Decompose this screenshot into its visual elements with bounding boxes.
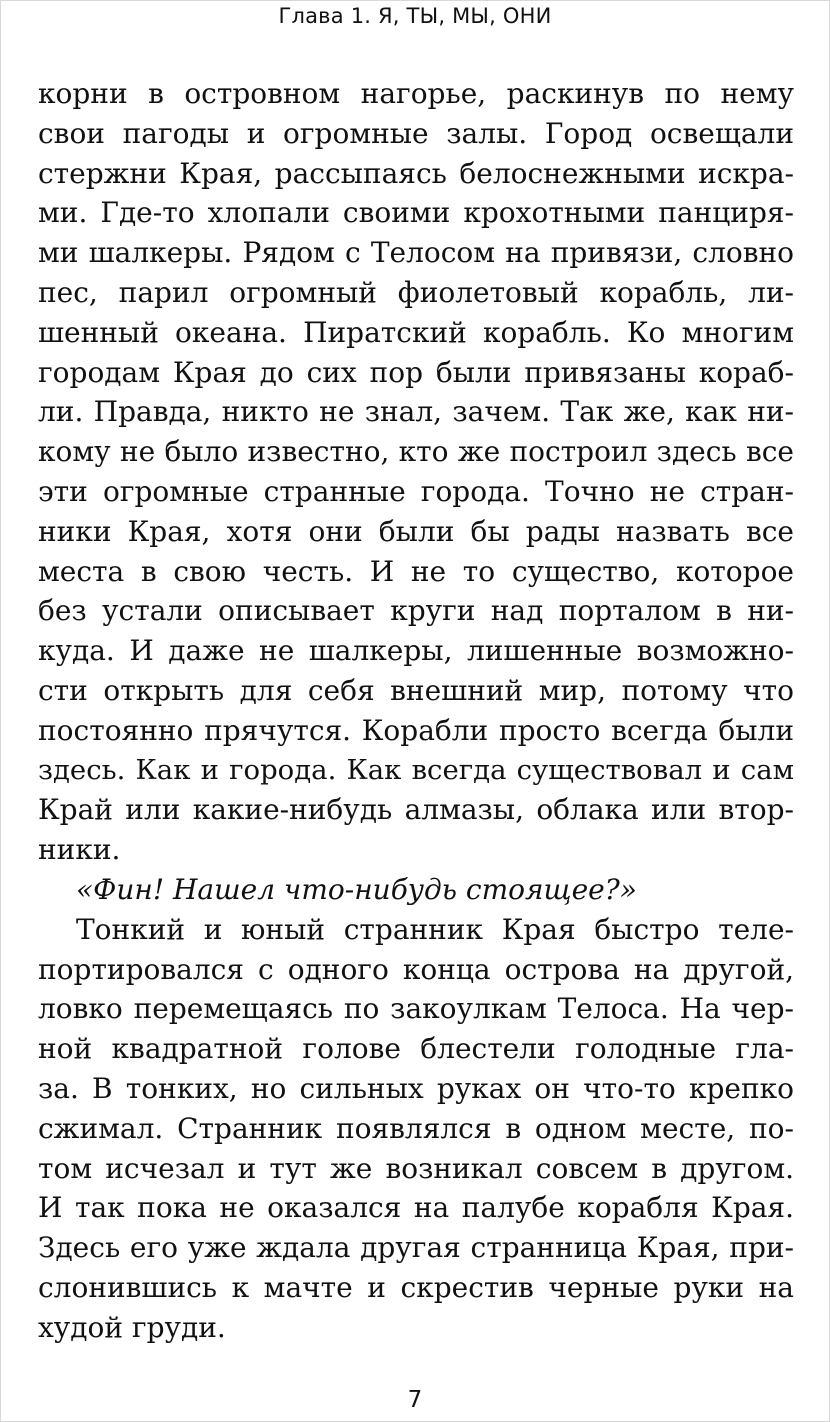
text-line: свои пагоды и огромные залы. Город освещали bbox=[38, 116, 794, 150]
text-line: Край или какие-нибудь алмазы, облака или втор- bbox=[38, 793, 794, 827]
text-line: корни в островном нагорье, раскинув по нему bbox=[38, 77, 794, 110]
paragraph-2-quote bbox=[38, 870, 794, 910]
text-line: эти огромные странные города. Точно не стран- bbox=[38, 474, 794, 508]
text-line: ли. Правда, никто не знал, зачем. Так же, как ни- bbox=[38, 395, 794, 429]
text-line: ники. bbox=[38, 833, 121, 867]
text-line: куда. И даже не шалкеры, лишенные возможно- bbox=[38, 634, 794, 668]
text-line: И так пока не оказался на палубе корабля Края. bbox=[38, 1191, 794, 1225]
text-line: Здесь его уже ждала другая странница Края, при- bbox=[38, 1231, 794, 1265]
text-line: ми шалкеры. Рядом с Телосом на привязи, словно bbox=[38, 236, 794, 270]
body-text bbox=[38, 74, 794, 1348]
text-line: постоянно прячутся. Корабли просто всегда были bbox=[38, 713, 794, 747]
text-line: стержни Края, рассыпаясь белоснежными искра- bbox=[38, 156, 794, 190]
quote-line: «Фин! Нашел что-нибудь стоящее?» bbox=[76, 872, 637, 906]
paragraph-3 bbox=[38, 910, 794, 1348]
text-line: места в свою честь. И не то существо, которое bbox=[38, 554, 794, 588]
text-line: кому не было известно, кто же построил здесь все bbox=[38, 435, 794, 469]
text-line: худой груди. bbox=[38, 1310, 226, 1344]
text-line: ми. Где-то хлопали своими крохотными панциря- bbox=[38, 196, 794, 230]
page-number: 7 bbox=[407, 1387, 423, 1413]
text-line: пес, парил огромный фиолетовый корабль, ли- bbox=[38, 275, 794, 309]
text-line: ники Края, хотя они были бы рады назвать все bbox=[38, 514, 794, 548]
text-line: сжимал. Странник появлялся в одном месте, по- bbox=[38, 1111, 794, 1145]
text-line: за. В тонких, но сильных руках он что-то крепко bbox=[38, 1071, 794, 1105]
text-line: сти открыть для себя внешний мир, потому что bbox=[38, 673, 794, 707]
text-line: без устали описывает круги над порталом в ни- bbox=[38, 594, 794, 628]
text-line: слонившись к мачте и скрестив черные руки на bbox=[38, 1270, 794, 1304]
paragraph-1 bbox=[38, 74, 794, 870]
text-line: том исчезал и тут же возникал совсем в другом. bbox=[38, 1151, 794, 1185]
text-line: портировался с одного конца острова на другой, bbox=[38, 952, 794, 986]
text-line: городам Края до сих пор были привязаны кораб- bbox=[38, 355, 794, 389]
text-line: Тонкий и юный странник Края быстро теле- bbox=[76, 912, 794, 946]
text-line: здесь. Как и города. Как всегда существовал и сам bbox=[38, 753, 794, 786]
running-head: Глава 1. Я, ТЫ, МЫ, ОНИ bbox=[278, 4, 552, 28]
text-line: шенный океана. Пиратский корабль. Ко многим bbox=[38, 315, 794, 349]
text-line: ной квадратной голове блестели голодные гла- bbox=[38, 1032, 794, 1066]
text-line: ловко перемещаясь по закоулкам Телоса. На чер- bbox=[38, 992, 794, 1026]
